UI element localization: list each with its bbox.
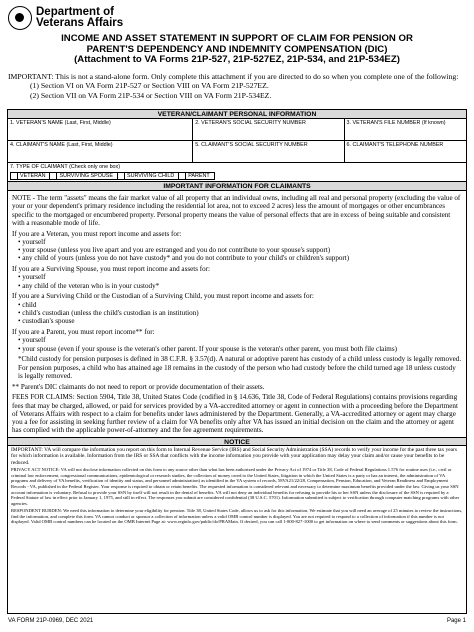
custody-note: *Child custody for pension purposes is defined in 38 C.F.R. § 3.57(d). A natural or adoptive parent has custody of a child unless custody is legally removed. For pension purposes, a child who has attained age 18 remains in the custody of the person who had custody before the child turned age 18 unless custody is legally removed. [18,355,462,380]
form-number: VA FORM 21P-0969, DEC 2021 [8,618,94,624]
assets-note: NOTE - The term "assets" means the fair market value of all property that an individual owns, including all real and personal property (excluding the value of your or your dependent's primary residence including the residential lot area, not to exceed 2 acres) less the amount of mortgages or other encumbrances specific to the mortgaged or encumbered property. Personal property means the value of personal effects that are in excess of being suitable and consistent with a reasonable mode of life. [12,194,461,227]
claimant-telephone-field[interactable]: 6. CLAIMANT'S TELEPHONE NUMBER [346,142,444,148]
respondent-burden: RESPONDENT BURDEN: We need this information to determine your eligibility for pension. Title 38, United States Code, allows us to ask for this information. We estimate that you will need an average of 25 minutes to review the instructions, find the information, and complete this form. VA cannot conduct or sponsor a collection of information unless a valid OMB control number is displayed. You are not required to respond to a collection of information if this number is not displayed. Valid OMB control numbers can be located on the OMB Internet Page at: www.reginfo.gov/public/do/PRAMain. If desired, you can call 1-800-827-1000 to get information on where to send comments or suggestions about this form. [11,507,463,525]
claimant-type: 7. TYPE OF CLAIMANT (Check only one box) VETERAN SURVIVING SPOUSE SURVIVING CHILD PARENT [8,163,466,182]
claimant-name-field[interactable]: 4. CLAIMANT'S NAME (Last, First, Middle) [8,141,193,162]
important-instructions: IMPORTANT: This is not a stand-alone form. Only complete this attachment if you are directed to do so when you complete one of the following: (1) Section VI on VA Form 21P-527 or Section VIII on VA Form 21P-527EZ. (2) Section VII on VA Form 21P-534 or Section VIII on VA Form 21P-534EZ. [8,72,459,100]
privacy-act-notice: PRIVACY ACT NOTICE: VA will not disclose information collected on this form to any source other than what has been authorized under the Privacy Act of 1974 or Title 38, Code of Federal Regulations 1.576 for routine uses (i.e., civil or criminal law enforcement, congressional communications, epidemiological or research studies, the collection of money owed to the United States, litigation in which the United States is a party or has an interest, the administration of VA programs and delivery of VA benefits, verification of identity and status, and personnel administration) as identified in the VA system of records, 58VA21/22/28, Compensation, Pension, Education, and Veteran Readiness and Employment Records - VA, published in the Federal Register. Your response is required to obtain or retain benefits. The requested information is considered relevant and necessary to determine maximum benefits provided under the law. Giving us your SSN account information is voluntary. Refusal to provide your SSN by itself will not result in the denial of benefits. VA will not deny an individual benefits for refusing to provide his or her SSN unless the disclosure of the SSN is required by a Federal Statute of law in effect prior to January 1, 1975, and still in effect. The responses you submit are considered confidential (38 U.S.C. 5701). Information submitted is subject to verification through computer matching programs with other agencies. [11,467,460,506]
checkbox-surviving-spouse[interactable]: SURVIVING SPOUSE [49,172,118,180]
veteran-ssn-field[interactable]: 2. VETERAN'S SOCIAL SECURITY NUMBER [193,119,344,140]
department-name: Department of Veterans Affairs [36,6,124,29]
form-body [7,109,467,614]
form-title: INCOME AND ASSET STATEMENT IN SUPPORT OF CLAIM FOR PENSION OR PARENT'S DEPENDENCY AND INDEMNITY COMPENSATION (DIC) (Attachment to VA Forms 21P-527, 21P-527EZ, 21P-534, and 21P-534EZ) [61,33,413,66]
veteran-name-field[interactable]: 1. VETERAN'S NAME (Last, First, Middle) [8,119,193,140]
checkbox-veteran[interactable]: VETERAN [10,172,50,180]
va-header [8,3,123,33]
checkbox-parent[interactable]: PARENT [178,172,214,180]
page-number: Page 1 [446,618,466,624]
irs-ssa-notice: IMPORTANT: VA will compare the information you report on this form to Internal Revenue Service (IRS) and Social Security Administration (SSA) records to verify your income for the past three tax years for which information is available. Information from the IRS or SSA that conflicts with the income information you provide with your application may delay your claim and/or cause your benefits to be reduced. [11,447,457,466]
checkbox-surviving-child[interactable]: SURVIVING CHILD [117,172,179,180]
notice-text [8,446,466,525]
claimant-information-text: NOTE - The term "assets" means the fair market value of all property that an individual owns, including all real and personal property (excluding the value of your or your dependent's primary residence including the residential lot area, not to exceed 2 acres) less the amount of mortgages or other encumbrances specific to the mortgaged or encumbered property. Personal property means the value of personal effects that are in excess of being suitable and consistent with a reasonable mode of life. If you are a Veteran, you must report income and assets for: • yourself • your spouse (unless you live apart and you are estranged and you do not contribute to your spouse's support) • any child of yours (unless you do not have custody* and you do not contribute to your child's or children's support) If you are a Surviving Spouse, you must report income and assets for: • yourself • any child of the veteran who is in your custody* If you are a Surviving Child or the Custodian of a Surviving Child, you must report income and assets for: • child • child's custodian (unless the child's custodian is an institution) • custodian's spouse If you are a Parent, you must report income** for: • yourself • your spouse (even if your spouse is the veteran's other parent. If your spouse is the veteran's other parent, you must both file claims) *Child custody for pension purposes is defined in 38 C.F.R. § 3.57(d). A natural or adoptive parent has custody of a child unless custody is legally removed. For pension purposes, a child who has attained age 18 remains in the custody of the person who had custody before the child turned age 18 unless custody is legally removed. ** Parent's DIC claimants do not need to report or provide documentation of their assets. FEES FOR CLAIMS: Section 5904, Title 38, United States Code (codified in § 14.636, Title 38, Code of Federal Regulations) contains provisions regarding fees that may be charged, allowed, or paid for services provided by a VA-accredited attorney or agent in connection with a proceeding before the Department of Veterans Affairs with respect to a claim for benefits under laws administered by the Department. Generally, a VA-accredited attorney or agent may charge you a fee for assisting in seeking further review of a claim for VA benefits only after VA has issued an initial decision on the claim and the attorney or agent has complied with the applicable power-of-attorney and the fee agreement requirements. [12,194,462,435]
claimant-ssn-field[interactable]: 5. CLAIMANT'S SOCIAL SECURITY NUMBER [193,141,344,162]
fees-for-claims: FEES FOR CLAIMS: Section 5904, Title 38, United States Code (codified in § 14.636, Title 38, Code of Federal Regulations) contains provisions regarding fees that may be charged, allowed, or paid for services provided by a VA-accredited attorney or agent in connection with a proceeding before the Department of Veterans Affairs with respect to a claim for benefits under laws administered by the Department. Generally, a VA-accredited attorney or agent may charge you a fee for assisting in seeking further review of a claim for VA benefits only after VA has issued an initial decision on the claim and the attorney or agent has complied with the applicable power-of-attorney and the fee agreement requirements. [12,393,458,435]
va-seal-icon [8,6,32,30]
form-footer [8,618,466,624]
section-heading-personal-info: VETERAN/CLAIMANT PERSONAL INFORMATION [8,110,466,119]
section-heading-important-info: IMPORTANT INFORMATION FOR CLAIMANTS [8,182,466,191]
dic-note: ** Parent's DIC claimants do not need to report or provide documentation of their assets. [12,382,265,391]
section-heading-notice: NOTICE [8,437,466,446]
veteran-file-number-field[interactable]: 3. VETERAN'S FILE NUMBER (If known) [346,120,446,126]
